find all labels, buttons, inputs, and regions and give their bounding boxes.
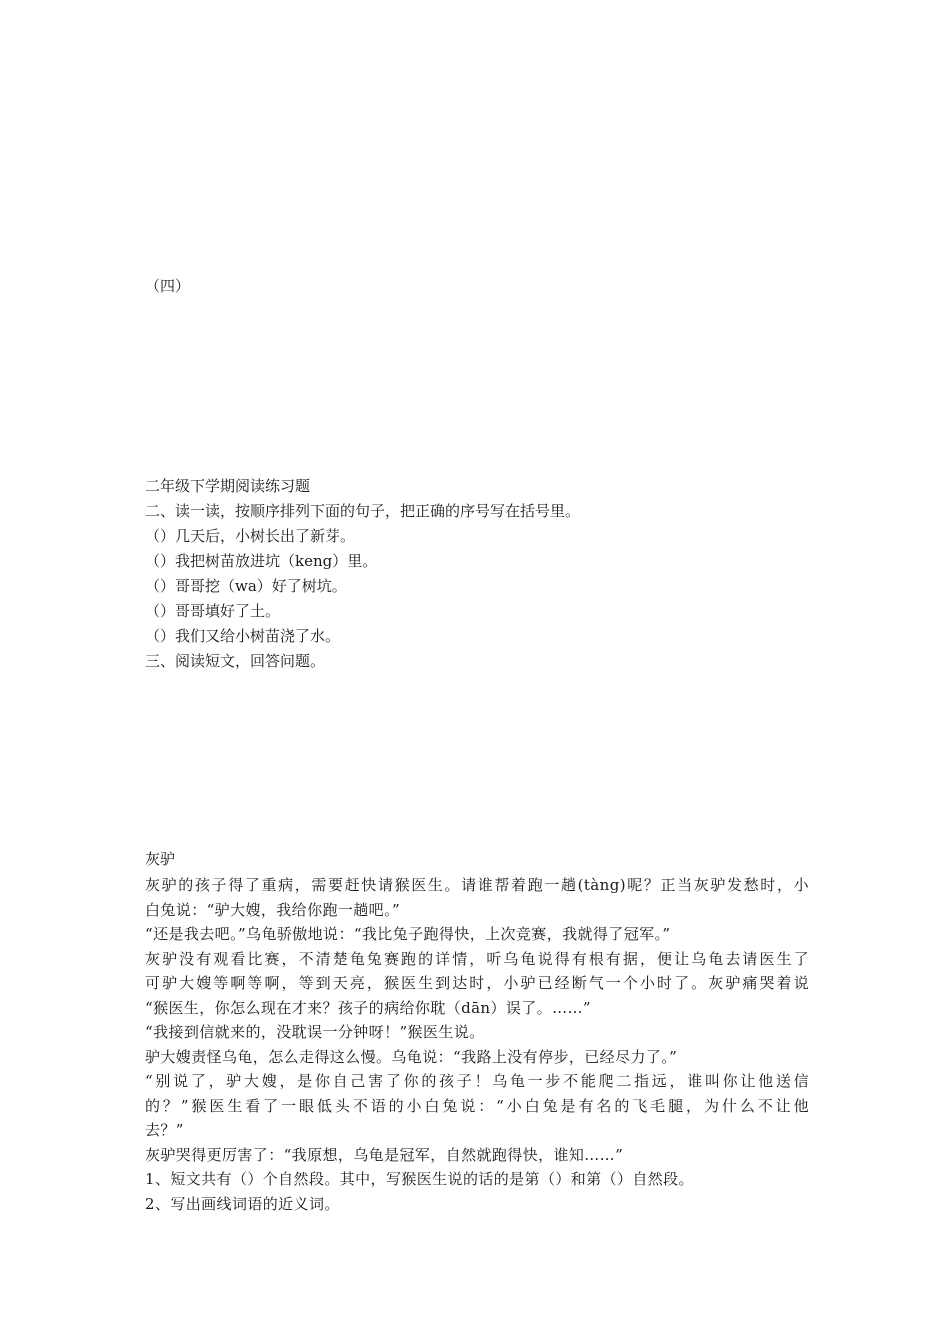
story-line: “还是我去吧。”乌龟骄傲地说：“我比兔子跑得快，上次竞赛，我就得了冠军。” (145, 925, 671, 943)
story-body (145, 873, 809, 1216)
story-line: 驴大嫂责怪乌龟，怎么走得这么慢。乌龟说：“我路上没有停步，已经尽力了。” (145, 1047, 678, 1066)
story-line: 灰驴哭得更厉害了：“我原想，乌龟是冠军，自然就跑得快，谁知……” (145, 1145, 624, 1164)
story-line: 去？” (145, 1121, 184, 1139)
exercise2-item: （）我们又给小树苗浇了水。 (145, 627, 341, 645)
story-line: 灰驴的孩子得了重病，需要赶快请猴医生。请谁帮着跑一趟(tàng)呢？正当灰驴发愁时，小 (145, 876, 809, 894)
question: 2、写出画线词语的近义词。 (145, 1194, 340, 1213)
exercise3-instruction: 三、阅读短文，回答问题。 (145, 652, 326, 670)
exercise2-item: （）我把树苗放进坑（keng）里。 (145, 552, 378, 570)
story-line: “我接到信就来的，没耽误一分钟呀！”猴医生说。 (145, 1023, 485, 1041)
story-title: 灰驴 (145, 850, 176, 868)
story-line: 白兔说：“驴大嫂，我给你跑一趟吧。” (145, 900, 401, 919)
story-line: 的？”猴医生看了一眼低头不语的小白兔说：“小白兔是有名的飞毛腿，为什么不让他 (145, 1096, 809, 1115)
section-marker: （四） (145, 277, 191, 295)
exercise2-item: （）哥哥挖（wa）好了树坑。 (145, 577, 347, 595)
story-line: 可驴大嫂等啊等啊，等到天亮，猴医生到达时，小驴已经断气一个小时了。灰驴痛哭着说 (145, 974, 809, 992)
story-line: 灰驴没有观看比赛，不清楚龟兔赛跑的详情，听乌龟说得有根有据，便让乌龟去请医生了 (145, 949, 809, 968)
story-line: “别说了，驴大嫂，是你自己害了你的孩子！乌龟一步不能爬二指远，谁叫你让他送信 (145, 1072, 809, 1090)
page-title: 二年级下学期阅读练习题 (145, 477, 311, 495)
exercise2-item: （）哥哥填好了土。 (145, 602, 281, 620)
exercise2-item: （）几天后，小树长出了新芽。 (145, 527, 356, 545)
story-line: “猴医生，你怎么现在才来？孩子的病给你耽（dān）误了。……” (145, 998, 591, 1017)
question: 1、短文共有（）个自然段。其中，写猴医生说的话的是第（）和第（）自然段。 (145, 1170, 694, 1188)
exercise2-instruction: 二、读一读，按顺序排列下面的句子，把正确的序号写在括号里。 (145, 502, 581, 520)
